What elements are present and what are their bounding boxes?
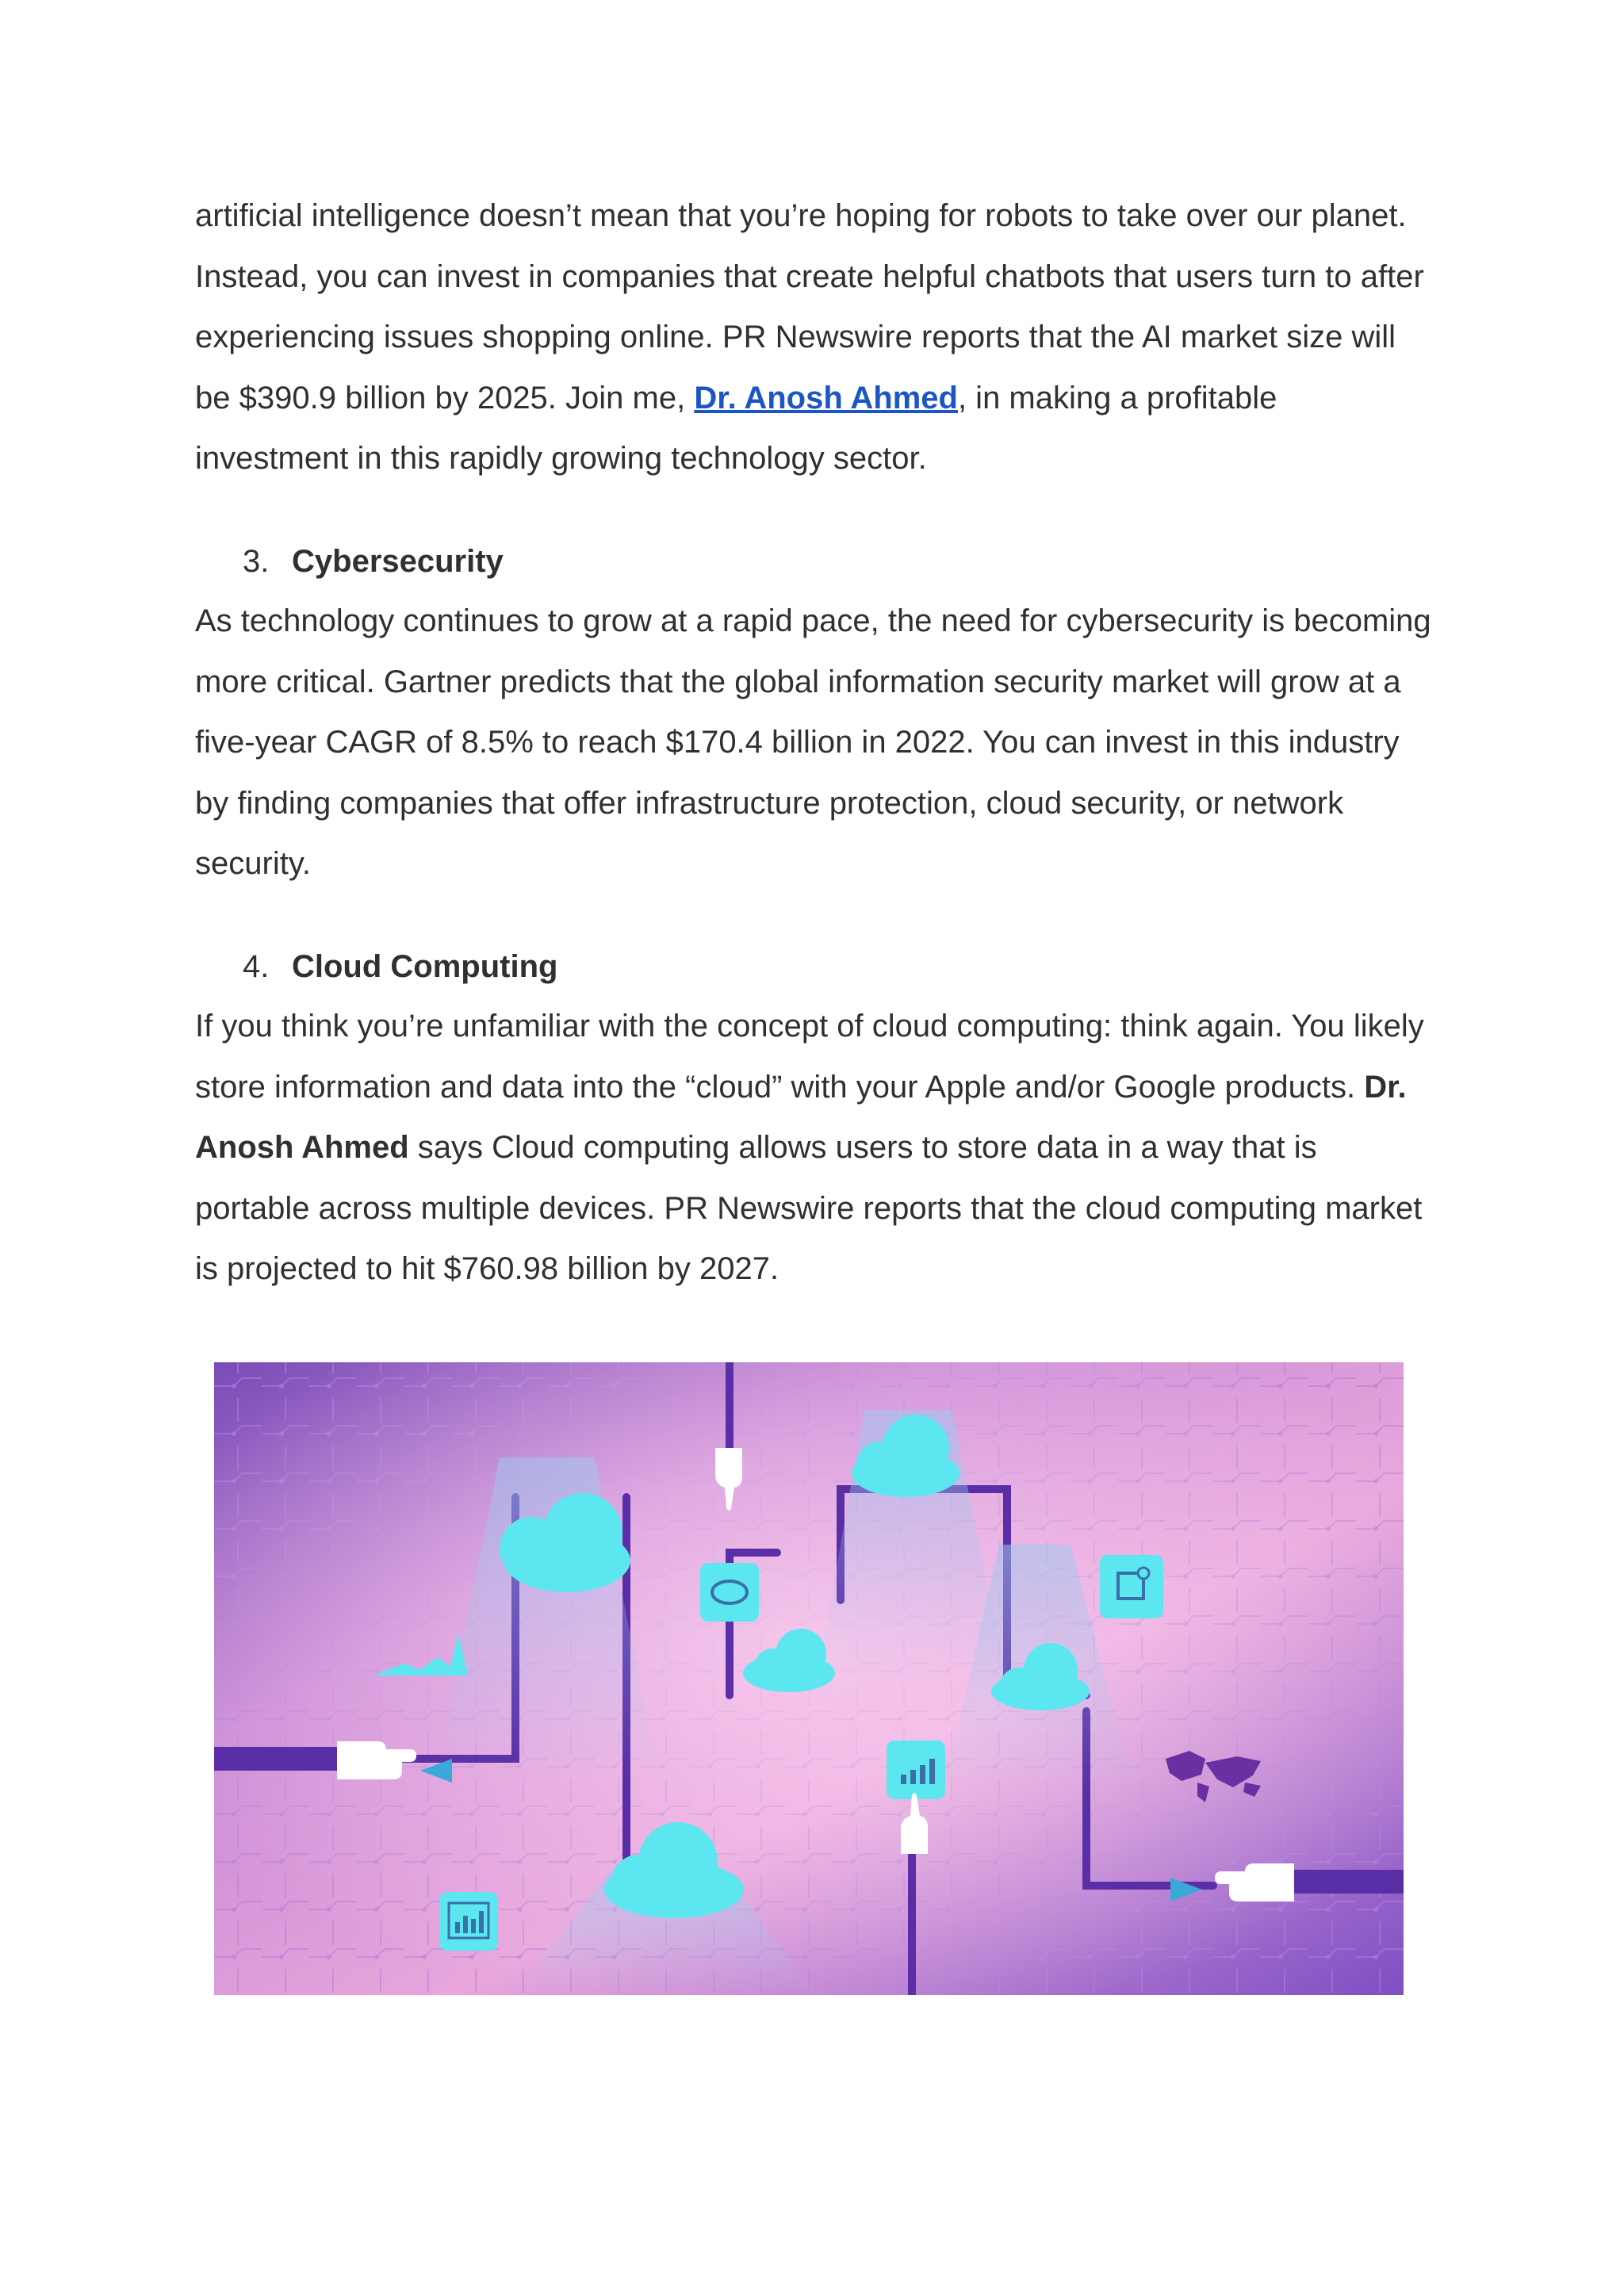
intro-paragraph [195,186,1432,489]
bar-chart-icon [439,1892,498,1951]
notification-icon [1100,1555,1163,1618]
author-link[interactable]: Dr. Anosh Ahmed [694,380,958,416]
chat-icon [700,1563,759,1622]
bar-chart-icon [887,1741,945,1799]
list-number: 4. [243,949,270,984]
section-title: Cloud Computing [292,949,558,984]
cloud-text-after-name: says Cloud computing allows users to store data in a way that is portable across multiple devices. PR Newswire reports that the cloud computing market is projected to hit $760.98 billion by 2027. [195,1130,1423,1286]
section-title: Cybersecurity [292,544,504,579]
cybersecurity-paragraph: As technology continues to grow at a rapid pace, the need for cybersecurity is becoming more critical. Gartner predicts that the global information security market will grow at a five-year CAGR of 8.5% to reach $170.4 billion in 2022. You can invest in this industry by finding companies that offer infrastructure protection, cloud security, or network security. [195,603,1431,881]
cloud-computing-paragraph [195,996,1432,1300]
intro-text-after-link: , in making a profitable investment in this rapidly growing technology sector. [195,380,1277,476]
cloud-computing-illustration [214,1362,1404,1995]
illustration-svg [214,1362,1404,1995]
author-name: Dr. Anosh Ahmed [195,1069,1407,1165]
intro-text-before-link: artificial intelligence doesn’t mean that you’re hoping for robots to take over our planet. Instead, you can invest in companies that create helpful chatbots that users turn to after experiencing issues shopping online. PR Newswire reports that the AI market size will be $390.9 billion by 2025. Join me, [195,198,1424,416]
cloud-text-before-name: If you think you’re unfamiliar with the concept of cloud computing: think again. You likely store information and data into the “cloud” with your Apple and/or Google products. [195,1009,1424,1105]
section-heading-cloud-computing [243,936,557,998]
list-number: 3. [243,544,270,579]
section-heading-cybersecurity [243,531,504,592]
